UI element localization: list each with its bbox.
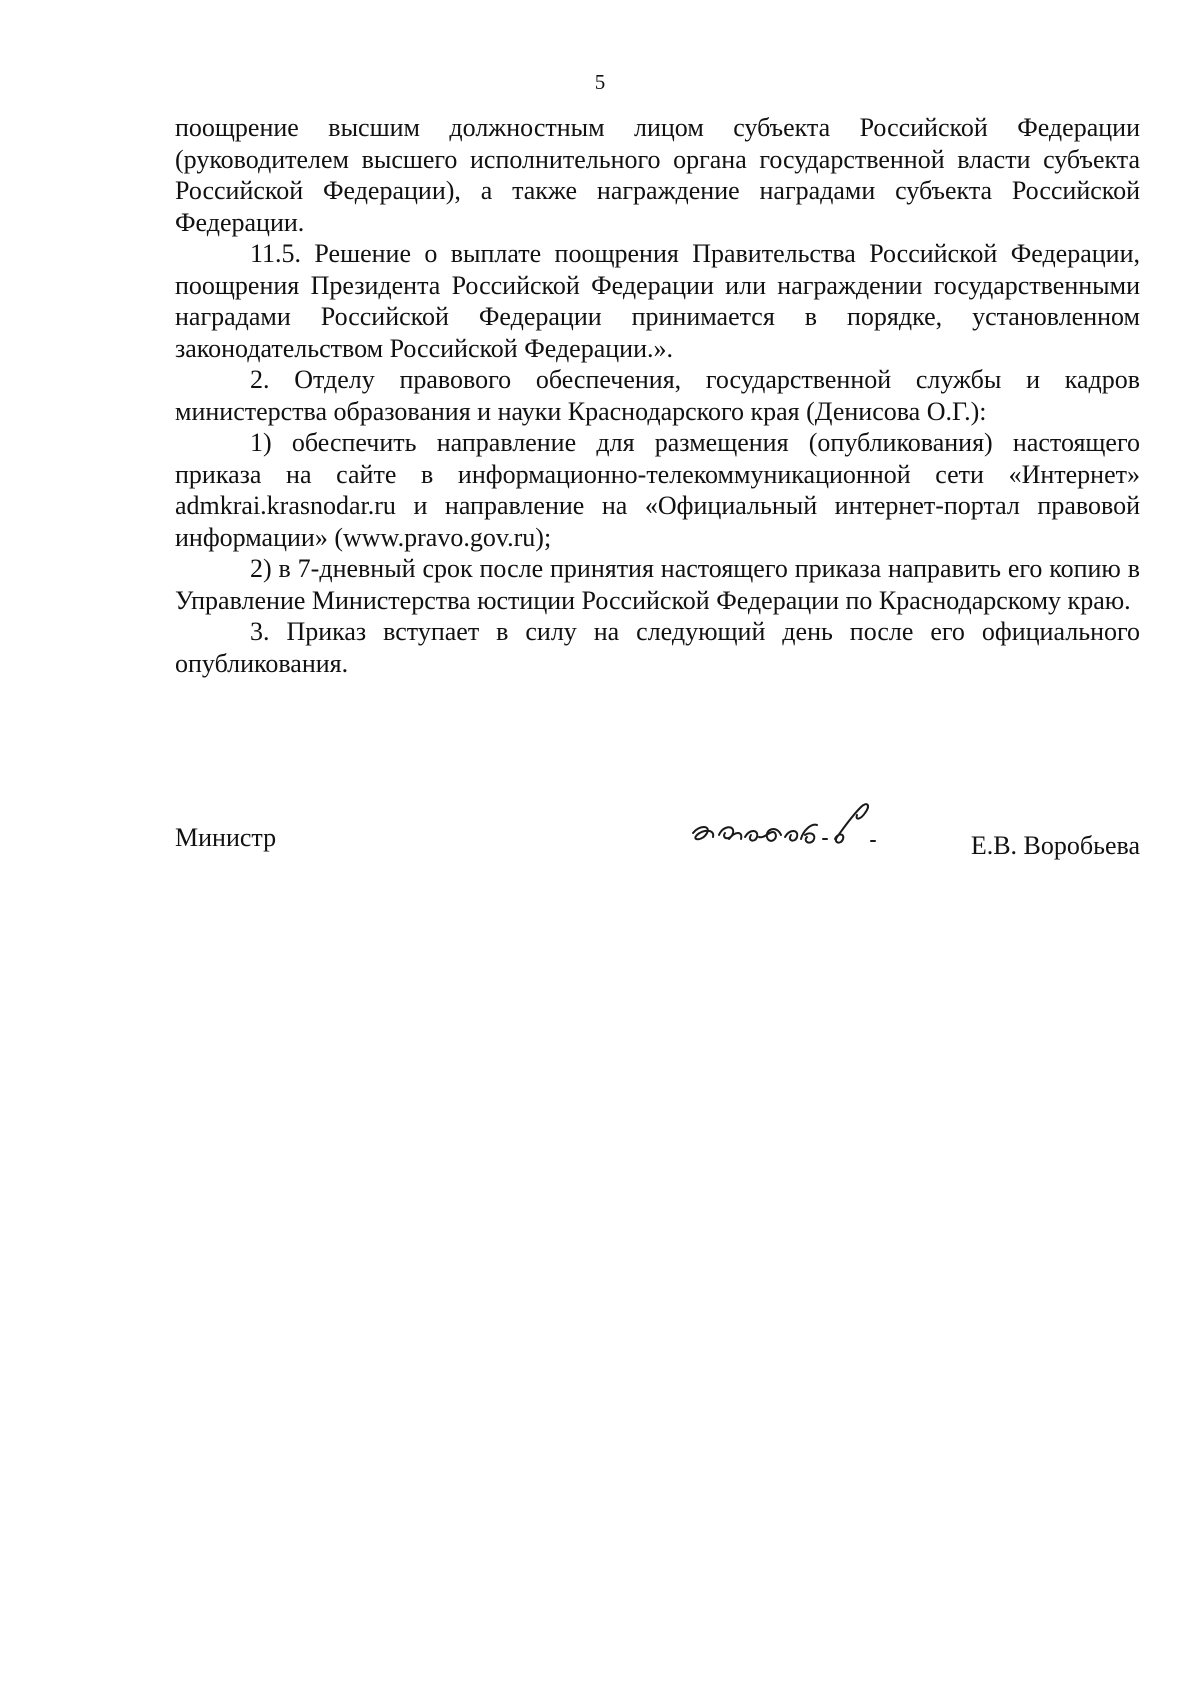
document-body bbox=[175, 112, 1140, 679]
signer-role: Министр bbox=[175, 823, 277, 852]
paragraph-11-5: 11.5. Решение о выплате поощрения Правительства Российской Федерации, поощрения Президента Российской Федерации или награждении государственными наградами Российской Федерации принимается в порядке, установленном законодательством Российской Федерации.». bbox=[175, 239, 1140, 363]
paragraph-2-1: 1) обеспечить направление для размещения (опубликования) настоящего приказа на сайте в информационно-телекоммуникационной сети «Интернет» admkrai.krasnodar.ru и направление на «Официальный интернет-портал правовой информации» (www.pravo.gov.ru); bbox=[175, 428, 1140, 552]
paragraph-2-2: 2) в 7-дневный срок после принятия настоящего приказа направить его копию в Управление Министерства юстиции Российской Федерации по Краснодарскому краю. bbox=[175, 554, 1140, 615]
page-number: 5 bbox=[594, 70, 606, 94]
paragraph-3: 3. Приказ вступает в силу на следующий день после его официального опубликования. bbox=[175, 617, 1140, 678]
signature-block bbox=[175, 795, 1140, 865]
signer-name: Е.В. Воробьева bbox=[970, 831, 1140, 860]
paragraph-2: 2. Отделу правового обеспечения, государственной службы и кадров министерства образования и науки Краснодарского края (Денисова О.Г.): bbox=[175, 365, 1140, 426]
handwritten-signature bbox=[685, 795, 925, 855]
paragraph-continuation: поощрение высшим должностным лицом субъекта Российской Федерации (руководителем высшего исполнительного органа государственной власти субъекта Российской Федерации), а также награждение наградами субъекта Российской Федерации. bbox=[175, 113, 1140, 237]
